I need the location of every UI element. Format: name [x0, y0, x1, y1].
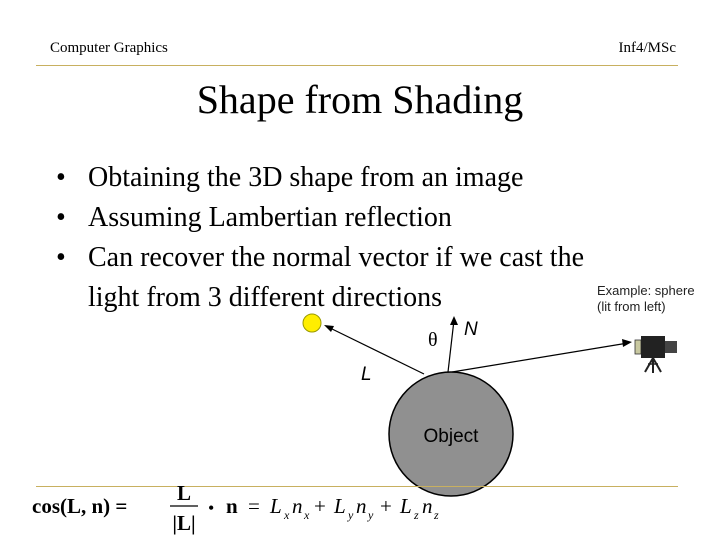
term-light: L: [270, 494, 282, 518]
example-note-line2: (lit from left): [597, 299, 666, 314]
plus-sign: +: [314, 494, 326, 518]
object-label: Object: [423, 426, 479, 447]
normal-label: N: [464, 319, 478, 340]
term-normal-sub: y: [368, 508, 374, 522]
term-normal: n: [292, 494, 303, 518]
bullet-dot: •: [56, 202, 66, 233]
equals-sign: =: [248, 494, 260, 518]
slide-title: Shape from Shading: [196, 77, 524, 122]
normal-symbol: n: [226, 494, 238, 518]
bullet-text: Assuming Lambertian reflection: [88, 202, 452, 233]
formula-lhs: cos(L, n) =: [32, 494, 128, 518]
term-normal-sub: z: [434, 508, 439, 522]
light-arrowhead: [324, 325, 334, 332]
term-light-sub: z: [414, 508, 419, 522]
normal-arrowhead: [450, 316, 458, 325]
light-vector-arrow: [328, 327, 424, 374]
normal-vector-arrow: [448, 320, 454, 372]
view-arrowhead: [622, 339, 632, 347]
bullet-dot: •: [56, 162, 66, 193]
light-vector-label: L: [361, 364, 372, 385]
plus-sign: +: [380, 494, 392, 518]
bullet-dot: •: [56, 242, 66, 273]
cosine-formula: [30, 478, 500, 540]
angle-label: θ: [428, 329, 438, 351]
header-course-code: Inf4/MSc: [618, 40, 676, 56]
camera-icon: [635, 336, 677, 373]
term-normal: n: [356, 494, 367, 518]
term-light: L: [334, 494, 346, 518]
term-normal: n: [422, 494, 433, 518]
bullet-text-continuation: light from 3 different directions: [88, 282, 443, 313]
example-note-line1: Example: sphere: [597, 283, 695, 298]
term-light: L: [400, 494, 412, 518]
term-normal-sub: x: [304, 508, 310, 522]
dot-operator: •: [208, 498, 215, 518]
bullet-text: Obtaining the 3D shape from an image: [88, 162, 524, 193]
formula-denominator: |L|: [172, 511, 196, 535]
term-light-sub: x: [284, 508, 290, 522]
header-course-title: Computer Graphics: [50, 40, 168, 56]
formula-numerator: L: [176, 481, 192, 505]
light-source-icon: [303, 314, 321, 332]
term-light-sub: y: [348, 508, 354, 522]
bullet-text: Can recover the normal vector if we cast the: [88, 242, 585, 273]
view-vector-arrow: [452, 343, 628, 372]
